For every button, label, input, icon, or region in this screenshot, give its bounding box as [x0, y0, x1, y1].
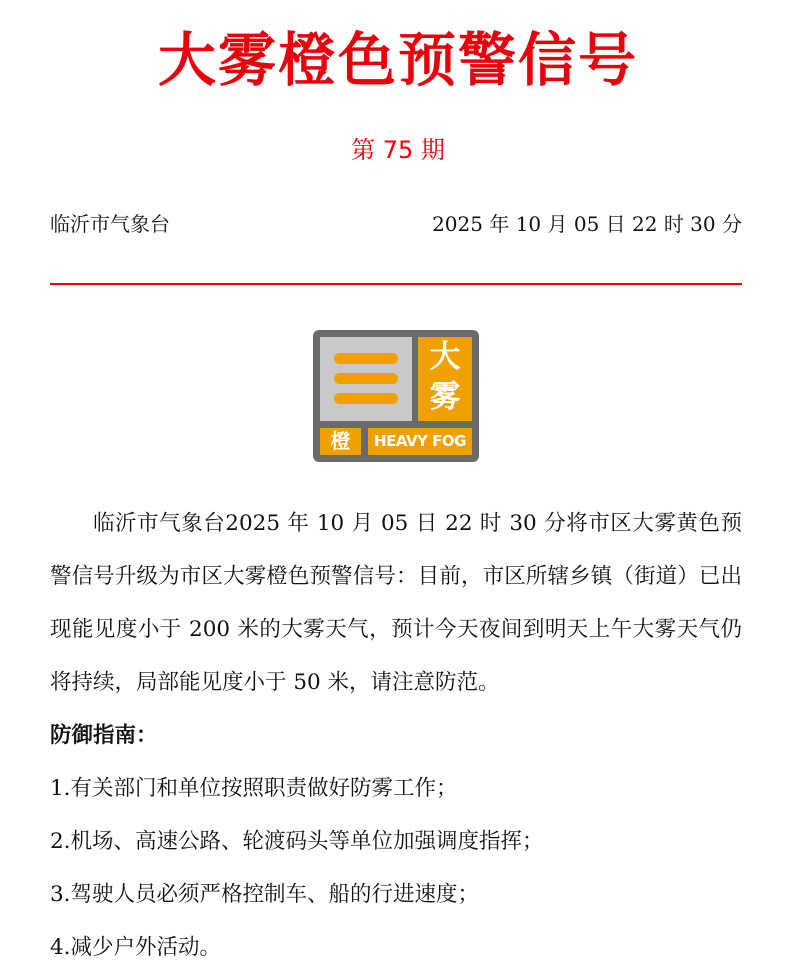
warning-content: 临沂市气象台2025 年 10 月 05 日 22 时 30 分将市区大雾黄色预警信号升级为市区大雾橙色预警信号：目前，市区所辖乡镇（街道）已出现能见度小于 200 米的大雾天气，预计今天夜间到明天上午大雾天气仍将持续，局部能见度小于 50 米，请注意防范。: [50, 511, 742, 695]
issue-number: 第 75 期: [351, 136, 445, 164]
divider: [50, 283, 742, 285]
page-title: 大雾橙色预警信号: [157, 26, 638, 94]
fog-bar: [334, 373, 398, 384]
fog-bar: [334, 353, 398, 364]
signal-char: 雾: [429, 379, 461, 415]
guide-item: 3.驾驶人员必须严格控制车、船的行进速度；: [50, 882, 480, 907]
guide-heading: 防御指南：: [50, 723, 158, 748]
guide-item: 1.有关部门和单位按照职责做好防雾工作；: [50, 776, 458, 801]
signal-char: 大: [429, 339, 461, 375]
fog-bars-panel: [320, 337, 412, 421]
issue-datetime: 2025 年 10 月 05 日 22 时 30 分: [432, 212, 742, 236]
signal-name-panel: [418, 337, 472, 421]
guide-item: 4.减少户外活动。: [50, 935, 222, 960]
signal-level: 橙: [320, 428, 361, 455]
guide-item: 2.机场、高速公路、轮渡码头等单位加强调度指挥；: [50, 829, 544, 854]
warning-body: [50, 497, 742, 974]
fog-bar: [334, 393, 398, 404]
header-meta: [50, 210, 742, 238]
issuer: 临沂市气象台: [50, 212, 170, 236]
heavy-fog-orange-signal-icon: [313, 330, 479, 462]
signal-english: HEAVY FOG: [368, 428, 472, 455]
